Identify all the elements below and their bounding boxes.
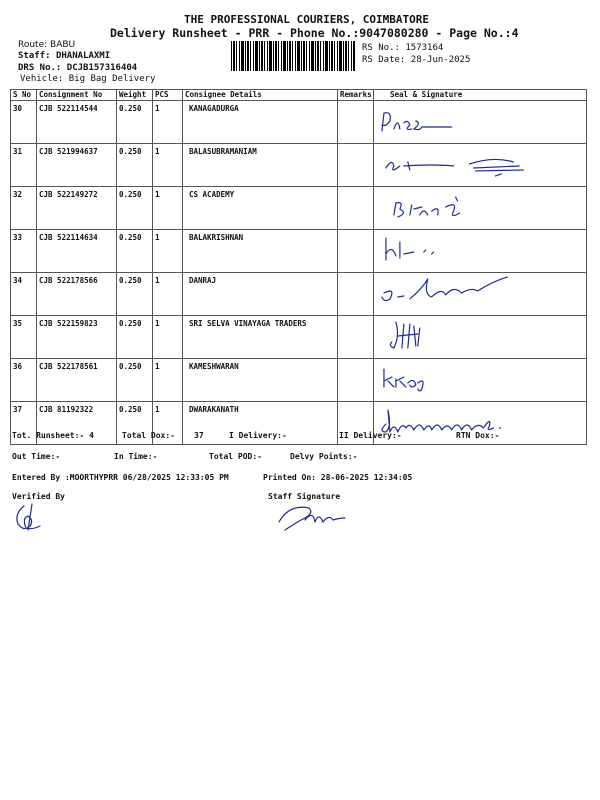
table-row bbox=[11, 273, 587, 316]
cell-pcs: 1 bbox=[153, 144, 183, 187]
vehicle-field: Vehicle: Big Bag Delivery bbox=[20, 74, 156, 84]
cell-consignment: CJB 522178566 bbox=[37, 273, 117, 316]
cell-pcs: 1 bbox=[153, 101, 183, 144]
runsheet-table bbox=[10, 89, 587, 445]
rs-date-value: 28-Jun-2025 bbox=[410, 55, 471, 65]
col-signature: Seal & Signature bbox=[374, 90, 587, 101]
table-row bbox=[11, 230, 587, 273]
cell-consignment: CJB 522178561 bbox=[37, 359, 117, 402]
company-name: THE PROFESSIONAL COURIERS, COIMBATORE bbox=[184, 13, 430, 26]
cell-signature bbox=[374, 316, 587, 359]
total-pod-label: Total POD:- bbox=[209, 452, 262, 461]
cell-consignment: CJB 521994637 bbox=[37, 144, 117, 187]
table-row bbox=[11, 187, 587, 230]
cell-remarks bbox=[338, 273, 374, 316]
cell-sno: 32 bbox=[11, 187, 37, 230]
handwritten-signature bbox=[374, 359, 586, 398]
cell-consignee: KANAGADURGA bbox=[183, 101, 338, 144]
total-dox-value: 37 bbox=[194, 431, 204, 440]
cell-weight: 0.250 bbox=[117, 402, 153, 445]
table-row bbox=[11, 101, 587, 144]
cell-sno: 31 bbox=[11, 144, 37, 187]
route-value: BABU bbox=[50, 40, 76, 50]
cell-remarks bbox=[338, 230, 374, 273]
col-sno: S No bbox=[11, 90, 37, 101]
cell-consignment: CJB 522114634 bbox=[37, 230, 117, 273]
staff-signature bbox=[275, 500, 350, 534]
col-remarks: Remarks bbox=[338, 90, 374, 101]
verified-by-label: Verified By bbox=[12, 492, 65, 501]
cell-sno: 34 bbox=[11, 273, 37, 316]
cell-signature bbox=[374, 230, 587, 273]
total-dox-label: Total Dox:- bbox=[122, 431, 175, 440]
cell-weight: 0.250 bbox=[117, 273, 153, 316]
table-header-row bbox=[11, 90, 587, 101]
cell-pcs: 1 bbox=[153, 187, 183, 230]
cell-sno: 30 bbox=[11, 101, 37, 144]
rs-no-value: 1573164 bbox=[405, 43, 444, 53]
col-weight: Weight bbox=[117, 90, 153, 101]
handwritten-signature bbox=[374, 144, 586, 183]
cell-consignee: CS ACADEMY bbox=[183, 187, 338, 230]
handwritten-signature bbox=[374, 230, 586, 269]
staff-value: DHANALAXMI bbox=[55, 51, 111, 61]
table-row bbox=[11, 316, 587, 359]
cell-pcs: 1 bbox=[153, 230, 183, 273]
cell-weight: 0.250 bbox=[117, 230, 153, 273]
vehicle-value: Big Bag Delivery bbox=[68, 74, 156, 84]
cell-signature bbox=[374, 359, 587, 402]
cell-pcs: 1 bbox=[153, 273, 183, 316]
handwritten-signature bbox=[374, 316, 586, 355]
cell-remarks bbox=[338, 316, 374, 359]
cell-weight: 0.250 bbox=[117, 359, 153, 402]
cell-consignment: CJB 522159823 bbox=[37, 316, 117, 359]
tot-runsheet: Tot. Runsheet:- 4 bbox=[12, 431, 94, 440]
cell-signature bbox=[374, 144, 587, 187]
route-field: Route: BABU bbox=[18, 40, 76, 50]
cell-signature bbox=[374, 101, 587, 144]
table-row bbox=[11, 359, 587, 402]
cell-signature bbox=[374, 273, 587, 316]
i-delivery-label: I Delivery:- bbox=[229, 431, 287, 440]
printed-on: Printed On: 28-06-2025 12:34:05 bbox=[263, 473, 413, 482]
cell-sno: 33 bbox=[11, 230, 37, 273]
cell-weight: 0.250 bbox=[117, 101, 153, 144]
cell-consignee: SRI SELVA VINAYAGA TRADERS bbox=[183, 316, 338, 359]
cell-consignment: CJB 522114544 bbox=[37, 101, 117, 144]
table-row bbox=[11, 144, 587, 187]
out-time-label: Out Time:- bbox=[12, 452, 61, 461]
cell-weight: 0.250 bbox=[117, 316, 153, 359]
drs-value: DCJB157316404 bbox=[66, 63, 138, 73]
cell-consignment: CJB 522149272 bbox=[37, 187, 117, 230]
cell-pcs: 1 bbox=[153, 316, 183, 359]
ii-delivery-label: II Delivery:- bbox=[339, 431, 402, 440]
cell-remarks bbox=[338, 144, 374, 187]
staff-signature-label: Staff Signature bbox=[268, 492, 341, 501]
handwritten-signature bbox=[374, 187, 586, 226]
cell-remarks bbox=[338, 187, 374, 230]
rs-date-field: RS Date: 28-Jun-2025 bbox=[362, 55, 471, 65]
cell-consignee: DANRAJ bbox=[183, 273, 338, 316]
verified-by-signature bbox=[10, 500, 50, 534]
col-consignment: Consignment No bbox=[37, 90, 117, 101]
runsheet-barcode bbox=[231, 41, 355, 71]
cell-signature bbox=[374, 187, 587, 230]
delvy-points-label: Delvy Points:- bbox=[290, 452, 358, 461]
entered-by: Entered By :MOORTHYPRR 06/28/2025 12:33:05 PM bbox=[12, 473, 229, 482]
cell-pcs: 1 bbox=[153, 359, 183, 402]
rs-no-field: RS No.: 1573164 bbox=[362, 43, 444, 53]
cell-sno: 37 bbox=[11, 402, 37, 445]
cell-consignee: DWARAKANATH bbox=[183, 402, 338, 445]
col-consignee: Consignee Details bbox=[183, 90, 338, 101]
cell-remarks bbox=[338, 359, 374, 402]
handwritten-signature bbox=[374, 273, 586, 312]
cell-weight: 0.250 bbox=[117, 144, 153, 187]
runsheet-title: Delivery Runsheet - PRR - Phone No.:9047080280 - Page No.:4 bbox=[110, 26, 519, 40]
col-pcs: PCS bbox=[153, 90, 183, 101]
table-row bbox=[11, 402, 587, 445]
cell-sno: 36 bbox=[11, 359, 37, 402]
cell-consignee: KAMESHWARAN bbox=[183, 359, 338, 402]
staff-field: Staff: DHANALAXMI bbox=[18, 51, 111, 61]
cell-weight: 0.250 bbox=[117, 187, 153, 230]
cell-consignee: BALASUBRAMANIAM bbox=[183, 144, 338, 187]
cell-consignee: BALAKRISHNAN bbox=[183, 230, 338, 273]
drs-field: DRS No.: DCJB157316404 bbox=[18, 63, 138, 73]
cell-consignment: CJB 81192322 bbox=[37, 402, 117, 445]
rtn-dox-label: RTN Dox:- bbox=[456, 431, 500, 440]
handwritten-signature bbox=[374, 101, 586, 140]
cell-pcs: 1 bbox=[153, 402, 183, 445]
in-time-label: In Time:- bbox=[114, 452, 158, 461]
cell-remarks bbox=[338, 101, 374, 144]
cell-sno: 35 bbox=[11, 316, 37, 359]
